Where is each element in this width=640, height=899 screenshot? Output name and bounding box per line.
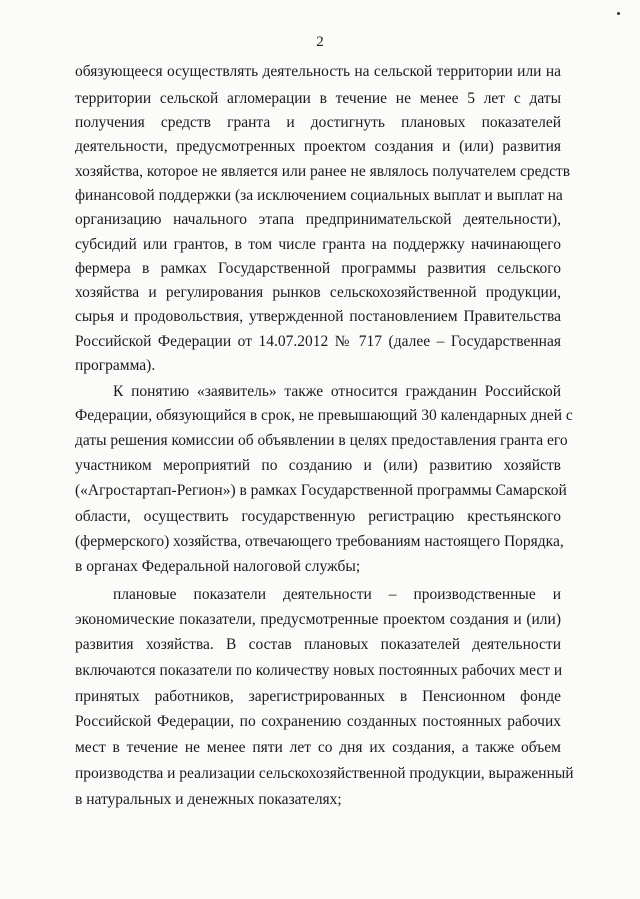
text-line: Российской Федерации, по сохранению созданных постоянных рабочих [75, 713, 561, 730]
text-line: (фермерского) хозяйства, отвечающего требованиям настоящего Порядка, [75, 533, 564, 550]
text-line: области, осуществить государственную регистрацию крестьянского [75, 508, 561, 525]
text-line: хозяйства и регулирования рынков сельскохозяйственной продукции, [75, 284, 561, 301]
text-line: («Агростартап-Регион») в рамках Государственной программы Самарской [75, 482, 567, 499]
text-line: мест в течение не менее пяти лет со дня их создания, а также объем [75, 739, 561, 756]
text-line: фермера в рамках Государственной программы развития сельского [75, 260, 561, 277]
text-line: программа). [75, 357, 156, 374]
text-line: получения средств гранта и достигнуть плановых показателей [75, 114, 561, 131]
page-number: 2 [316, 34, 324, 50]
scan-mark [617, 12, 620, 15]
text-line: принятых работников, зарегистрированных в Пенсионном фонде [75, 688, 561, 705]
text-line: плановые показатели деятельности – производственные и [113, 586, 561, 603]
text-line: субсидий или грантов, в том числе гранта на поддержку начинающего [75, 236, 561, 253]
text-line: финансовой поддержки (за исключением социальных выплат и выплат на [75, 187, 563, 204]
text-line: даты решения комиссии об объявлении в целях предоставления гранта его [75, 432, 568, 449]
text-line: в натуральных и денежных показателях; [75, 791, 342, 808]
text-line: Федерации, обязующийся в срок, не превышающий 30 календарных дней с [75, 407, 573, 424]
text-line: включаются показатели по количеству новых постоянных рабочих мест и [75, 662, 563, 679]
text-line: в органах Федеральной налоговой службы; [75, 558, 361, 575]
text-line: экономические показатели, предусмотренные проектом создания и (или) [75, 611, 561, 628]
text-line: территории сельской агломерации в течение не менее 5 лет с даты [75, 90, 561, 107]
text-line: участником мероприятий по созданию и (или) развитию хозяйств [75, 457, 561, 474]
text-line: обязующееся осуществлять деятельность на сельской территории или на [75, 63, 561, 80]
text-line: сырья и продовольствия, утвержденной постановлением Правительства [75, 308, 561, 325]
text-line: организацию начального этапа предпринимательской деятельности), [75, 211, 561, 228]
text-line: производства и реализации сельскохозяйственной продукции, выраженный [75, 765, 574, 782]
text-line: развития хозяйства. В состав плановых показателей деятельности [75, 636, 561, 653]
text-line: К понятию «заявитель» также относится гражданин Российской [113, 383, 561, 400]
text-line: Российской Федерации от 14.07.2012 № 717 (далее – Государственная [75, 333, 561, 350]
text-line: хозяйства, которое не является или ранее не являлось получателем средств [75, 163, 571, 180]
text-line: деятельности, предусмотренных проектом создания и (или) развития [75, 138, 561, 155]
